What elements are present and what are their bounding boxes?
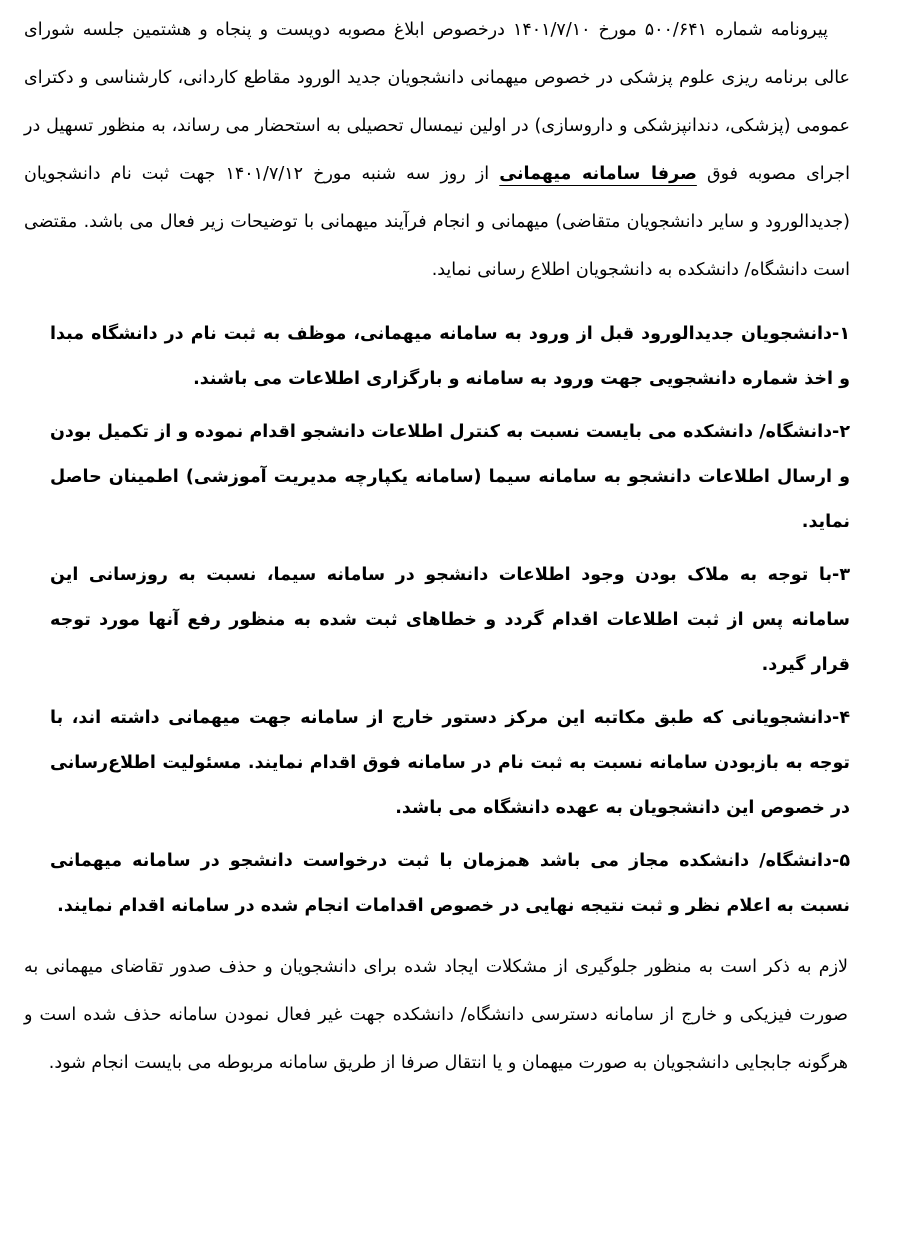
intro-paragraph xyxy=(24,6,850,294)
instruction-item-1: ۱-دانشجویان جدیدالورود قبل از ورود به سامانه میهمانی، موظف به ثبت نام در دانشگاه مبدا و اخذ شماره دانشجویی جهت ورود به سامانه و بارگزاری اطلاعات می باشند. xyxy=(50,324,850,389)
instruction-item-2: ۲-دانشگاه/ دانشکده می بایست نسبت به کنترل اطلاعات دانشجو اقدام نموده و از تکمیل بودن و ارسال اطلاعات دانشجو به سامانه سیما (سامانه یکپارچه مدیریت آموزشی) اطمینان حاصل نماید. xyxy=(50,422,850,532)
intro-text-part1: پیرونامه شماره ۵۰۰/۶۴۱ مورخ ۱۴۰۱/۷/۱۰ درخصوص ابلاغ مصوبه دویست و پنجاه و هشتمین جلسه شورای عالی برنامه ریزی علوم پزشکی در خصوص میهمانی دانشجویان جدید الورود مقاطع کاردانی، کارشناسی و دکترای عمومی (پزشکی، دندانپزشکی و داروسازی) در اولین نیمسال تحصیلی به استحضار می رساند، به منظور تسهیل در اجرای مصوبه فوق xyxy=(24,20,850,184)
instruction-item-5: ۵-دانشگاه/ دانشکده مجاز می باشد همزمان با ثبت درخواست دانشجو در سامانه میهمانی نسبت به اعلام نظر و ثبت نتیجه نهایی در خصوص اقدامات انجام شده در سامانه اقدام نمایند. xyxy=(50,851,850,916)
instruction-item-4: ۴-دانشجویانی که طبق مکاتبه این مرکز دستور خارج از سامانه جهت میهمانی داشته اند، با توجه به بازبودن سامانه نسبت به ثبت نام در سامانه فوق اقدام نمایند. مسئولیت اطلاع‌رسانی در خصوص این دانشجویان به عهده دانشگاه می باشد. xyxy=(50,708,850,818)
instruction-list xyxy=(24,312,850,929)
intro-text-part2: از روز سه شنبه مورخ ۱۴۰۱/۷/۱۲ جهت ثبت نام دانشجویان (جدیدالورود و سایر دانشجویان متقاضی) میهمانی و انجام فرآیند میهمانی با توضیحات زیر فعال می باشد. مقتضی است دانشگاه/ دانشکده به دانشجویان اطلاع رسانی نماید. xyxy=(24,164,850,280)
closing-paragraph: لازم به ذکر است به منظور جلوگیری از مشکلات ایجاد شده برای دانشجویان و حذف صدور تقاضای میهمانی به صورت فیزیکی و خارج از سامانه دسترسی دانشگاه/ دانشکده جهت غیر فعال نمودن سامانه حذف شده است و هرگونه جابجایی دانشجویان به صورت میهمان و یا انتقال صرفا از طریق سامانه مربوطه می بایست انجام شود. xyxy=(24,957,848,1073)
instruction-item-3: ۳-با توجه به ملاک بودن وجود اطلاعات دانشجو در سامانه سیما، نسبت به روزسانی این سامانه پس از ثبت اطلاعات اقدام گردد و خطاهای ثبت شده به منظور رفع آنها مورد توجه قرار گیرد. xyxy=(50,565,850,675)
intro-emphasis: صرفا سامانه میهمانی xyxy=(499,164,697,184)
